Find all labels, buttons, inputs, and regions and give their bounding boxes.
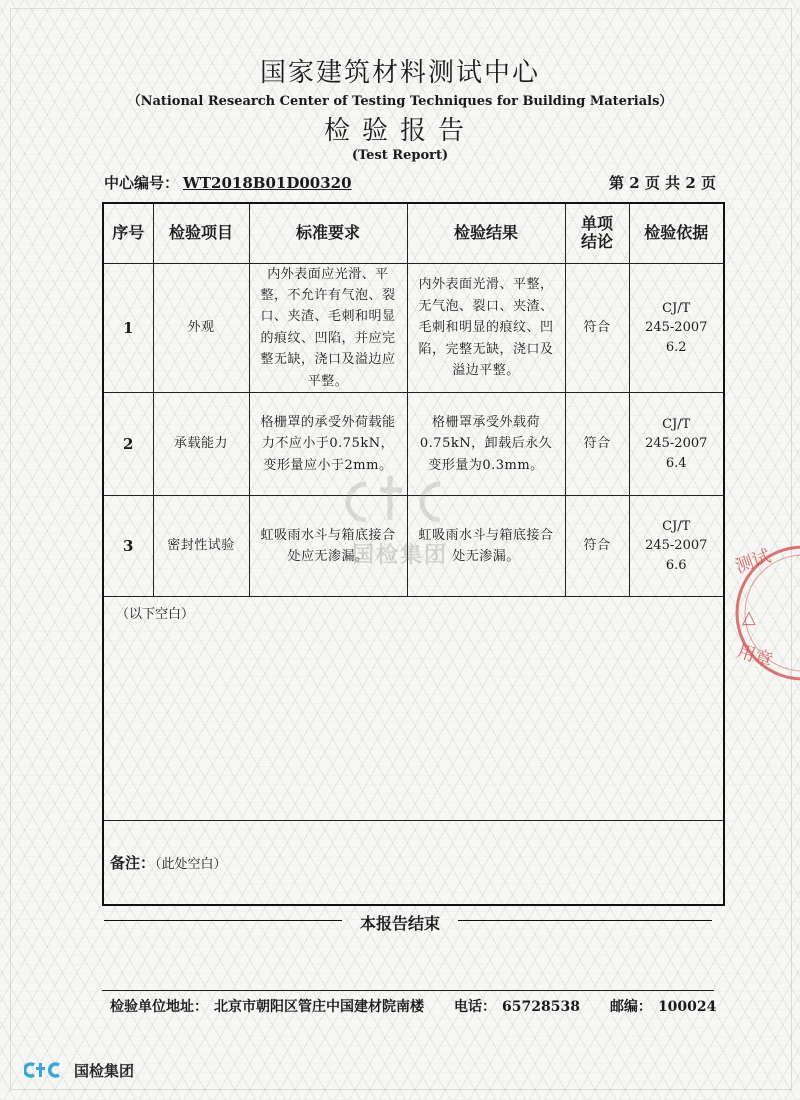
- end-divider-right: [458, 920, 712, 921]
- remark-cell: [103, 821, 724, 905]
- basis-clause: 6.4: [665, 455, 687, 471]
- row-basis: [629, 496, 724, 597]
- basis-clause: 6.6: [665, 557, 687, 573]
- row-conclusion: 符合: [565, 393, 629, 496]
- brand-logo: [24, 1058, 134, 1082]
- row-result: 格栅罩承受外载荷0.75kN，卸载后永久变形量为0.3mm。: [407, 393, 565, 496]
- row-no: 2: [103, 393, 153, 496]
- watermark-text: 国检集团: [352, 543, 449, 568]
- col-header-no: 序号: [103, 203, 153, 263]
- report-title-en: (Test Report): [351, 148, 449, 163]
- remark-label: 备注：: [110, 853, 156, 872]
- basis-standard: 245-2007: [645, 538, 708, 554]
- row-basis: [629, 263, 724, 393]
- address-label: 检验单位地址：: [110, 999, 208, 1015]
- svg-text:△: △: [742, 607, 756, 628]
- basis-standard: 245-2007: [645, 320, 708, 336]
- basis-code: CJ/T: [662, 518, 691, 534]
- row-conclusion: 符合: [565, 263, 629, 393]
- center-number-value: WT2018B01D00320: [183, 174, 352, 192]
- basis-code: CJ/T: [662, 300, 691, 316]
- col-header-result: 检验结果: [407, 203, 565, 263]
- col-header-conclusion: 单项 结论: [565, 203, 629, 263]
- blank-area-row: [103, 597, 724, 821]
- basis-clause: 6.2: [665, 339, 687, 355]
- seal-stamp-icon: [728, 538, 800, 688]
- svg-text:测试: 测试: [732, 545, 774, 578]
- address-divider: [102, 990, 714, 991]
- center-number: [104, 172, 352, 193]
- col-header-requirement: 标准要求: [249, 203, 407, 263]
- row-item: 密封性试验: [153, 496, 249, 597]
- row-requirement: 虹吸雨水斗与箱底接合处应无渗漏。: [249, 496, 407, 597]
- address-line: [110, 996, 722, 1016]
- table-row: [103, 263, 724, 393]
- report-end-text: 本报告结束: [359, 914, 440, 933]
- row-item: 承载能力: [153, 393, 249, 496]
- brand-name: 国检集团: [74, 1061, 135, 1080]
- end-divider-left: [104, 920, 342, 921]
- center-number-label: 中心编号：: [104, 174, 180, 192]
- postcode-label: 邮编：: [609, 999, 652, 1015]
- remark-text: （此处空白）: [155, 856, 227, 872]
- blank-note: （以下空白）: [103, 597, 724, 821]
- remark-row: [103, 821, 724, 905]
- address-value: 北京市朝阳区管庄中国建材院南楼: [214, 999, 424, 1015]
- row-conclusion: 符合: [565, 496, 629, 597]
- ctc-logo-icon: [24, 1060, 70, 1080]
- row-basis: [629, 393, 724, 496]
- row-result: 虹吸雨水斗与箱底接合处无渗漏。: [407, 496, 565, 597]
- page-number: 第 2 页 共 2 页: [609, 174, 716, 192]
- org-title-en: （National Research Center of Testing Techniques for Building Materials）: [127, 94, 673, 109]
- row-no: 3: [103, 496, 153, 597]
- col-header-item: 检验项目: [153, 203, 249, 263]
- report-title-cn: 检验报告: [323, 116, 476, 146]
- row-result: 内外表面光滑、平整，无气泡、裂口、夹渣、毛刺和明显的痕纹、凹陷，完整无缺，浇口及溢边平整。: [407, 263, 565, 393]
- basis-code: CJ/T: [662, 416, 691, 432]
- phone-value: 65728538: [502, 999, 580, 1015]
- svg-text:用章: 用章: [734, 640, 776, 672]
- phone-label: 电话：: [454, 999, 496, 1015]
- org-title-cn: 国家建筑材料测试中心: [259, 58, 540, 88]
- row-no: 1: [103, 263, 153, 393]
- row-requirement: 内外表面应光滑、平整，不允许有气泡、裂口、夹渣、毛刺和明显的痕纹、凹陷，并应完整无缺，浇口及溢边应平整。: [249, 263, 407, 393]
- postcode-value: 100024: [657, 999, 717, 1015]
- row-item: 外观: [153, 263, 249, 393]
- basis-standard: 245-2007: [645, 436, 708, 452]
- table-header-row: [103, 203, 724, 263]
- col-header-basis: 检验依据: [629, 203, 724, 263]
- row-requirement: 格栅罩的承受外荷载能力不应小于0.75kN，变形量应小于2mm。: [249, 393, 407, 496]
- official-seal: [728, 538, 800, 692]
